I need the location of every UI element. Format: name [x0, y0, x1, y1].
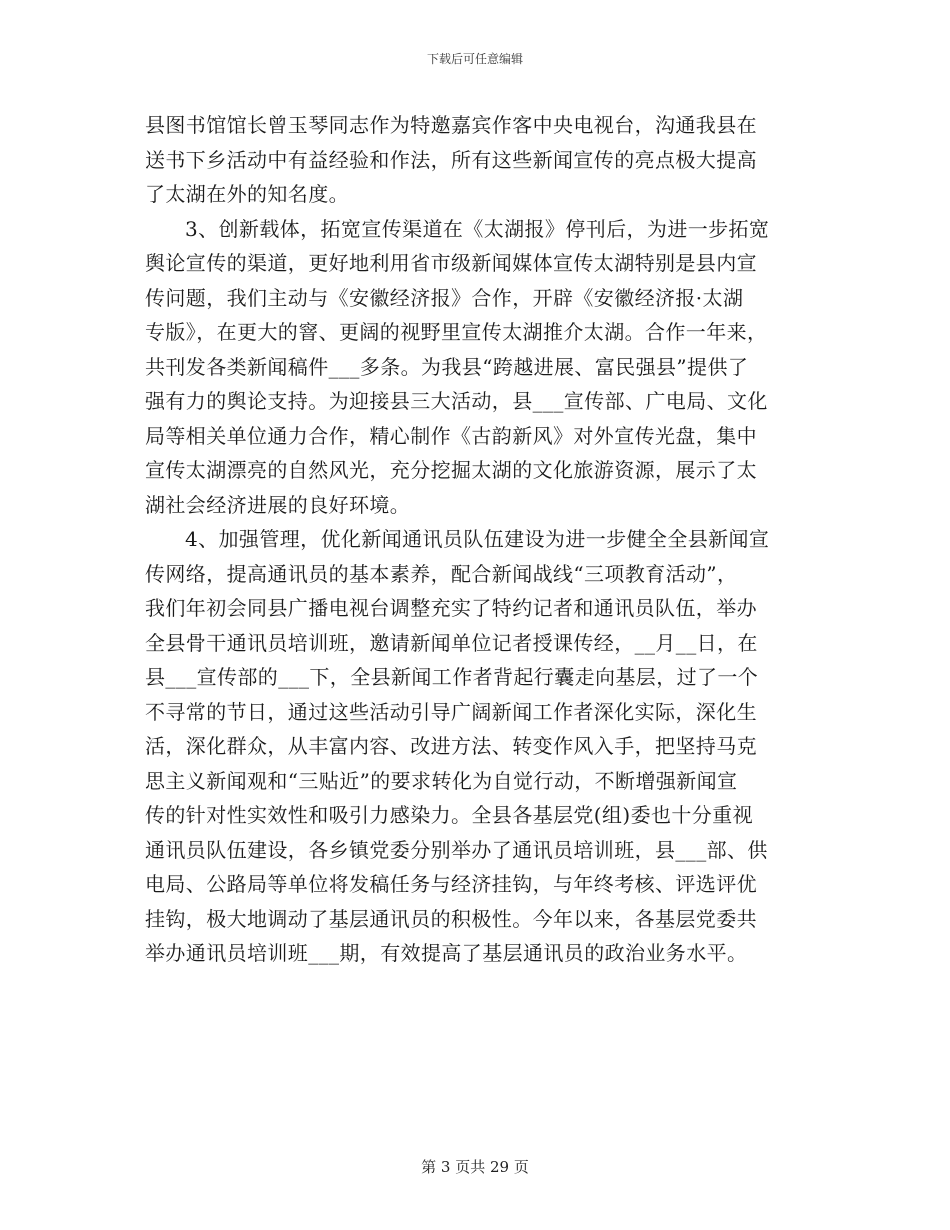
page-number: 第 3 页共 29 页	[421, 1158, 529, 1176]
paragraph-heading-4: 4、加强管理，优化新闻通讯员队伍建设为进一步健全全县新闻宣	[185, 527, 770, 551]
paragraph-heading-3: 3、创新载体，拓宽宣传渠道在《太湖报》停刊后，为进一步拓宽	[185, 216, 770, 241]
document-body	[145, 108, 805, 971]
text-line: 专版》，在更大的窨、更阔的视野里宣传太湖推介太湖。合作一年来，	[145, 320, 768, 344]
text-line: 了太湖在外的知名度。	[145, 182, 349, 206]
text-line: 活，深化群众，从丰富内容、改进方法、转变作风入手，把坚持马克	[145, 734, 757, 758]
text-line: 传问题，我们主动与《安徽经济报》合作，开辟《安徽经济报·太湖	[145, 285, 744, 310]
text-line: 我们年初会同县广播电视台调整充实了特约记者和通讯员队伍，举办	[145, 596, 757, 620]
text-line: 思主义新闻观和“三贴近”的要求转化为自觉行动，不断增强新闻宣	[145, 768, 738, 793]
text-line: 传的针对性实效性和吸引力感染力。全县各基层党(组)委也十分重视	[145, 803, 754, 827]
text-line: 县图书馆馆长曾玉琴同志作为特邀嘉宾作客中央电视台，沟通我县在	[145, 113, 757, 137]
page-header: 下载后可任意编辑	[426, 52, 523, 66]
text-line: 舆论宣传的渠道，更好地利用省市级新闻媒体宣传太湖特别是县内宣	[145, 251, 757, 275]
text-line: 共刊发各类新闻稿件___多条。为我县“跨越进展、富民强县”提供了	[145, 354, 749, 379]
text-line: 送书下乡活动中有益经验和作法，所有这些新闻宣传的亮点极大提高	[145, 147, 757, 172]
text-line: 宣传太湖漂亮的自然风光，充分挖掘太湖的文化旅游资源，展示了太	[145, 458, 757, 482]
text-line: 全县骨干通讯员培训班，邀请新闻单位记者授课传经，__月__日，在	[145, 630, 758, 655]
text-line: 电局、公路局等单位将发稿任务与经济挂钩，与年终考核、评选评优	[145, 872, 757, 896]
text-line: 不寻常的节日，通过这些活动引导广阔新闻工作者深化实际，深化生	[145, 699, 757, 724]
text-line: 局等相关单位通力合作，精心制作《古韵新风》对外宣传光盘，集中	[145, 423, 757, 448]
text-line: 传网络，提高通讯员的基本素养，配合新闻战线“三项教育活动”，	[145, 561, 738, 586]
text-line: 通讯员队伍建设，各乡镇党委分别举办了通讯员培训班，县___部、供	[145, 837, 768, 862]
text-line: 强有力的舆论支持。为迎接县三大活动，县___宣传部、广电局、文化	[145, 389, 768, 413]
text-line: 县___宣传部的___下，全县新闻工作者背起行囊走向基层，过了一个	[145, 665, 759, 689]
text-line: 湖社会经济进展的良好环境。	[145, 492, 411, 517]
text-line: 挂钩，极大地调动了基层通讯员的积极性。今年以来，各基层党委共	[145, 906, 757, 931]
text-line: 举办通讯员培训班___期，有效提高了基层通讯员的政治业务水平。	[145, 941, 748, 965]
